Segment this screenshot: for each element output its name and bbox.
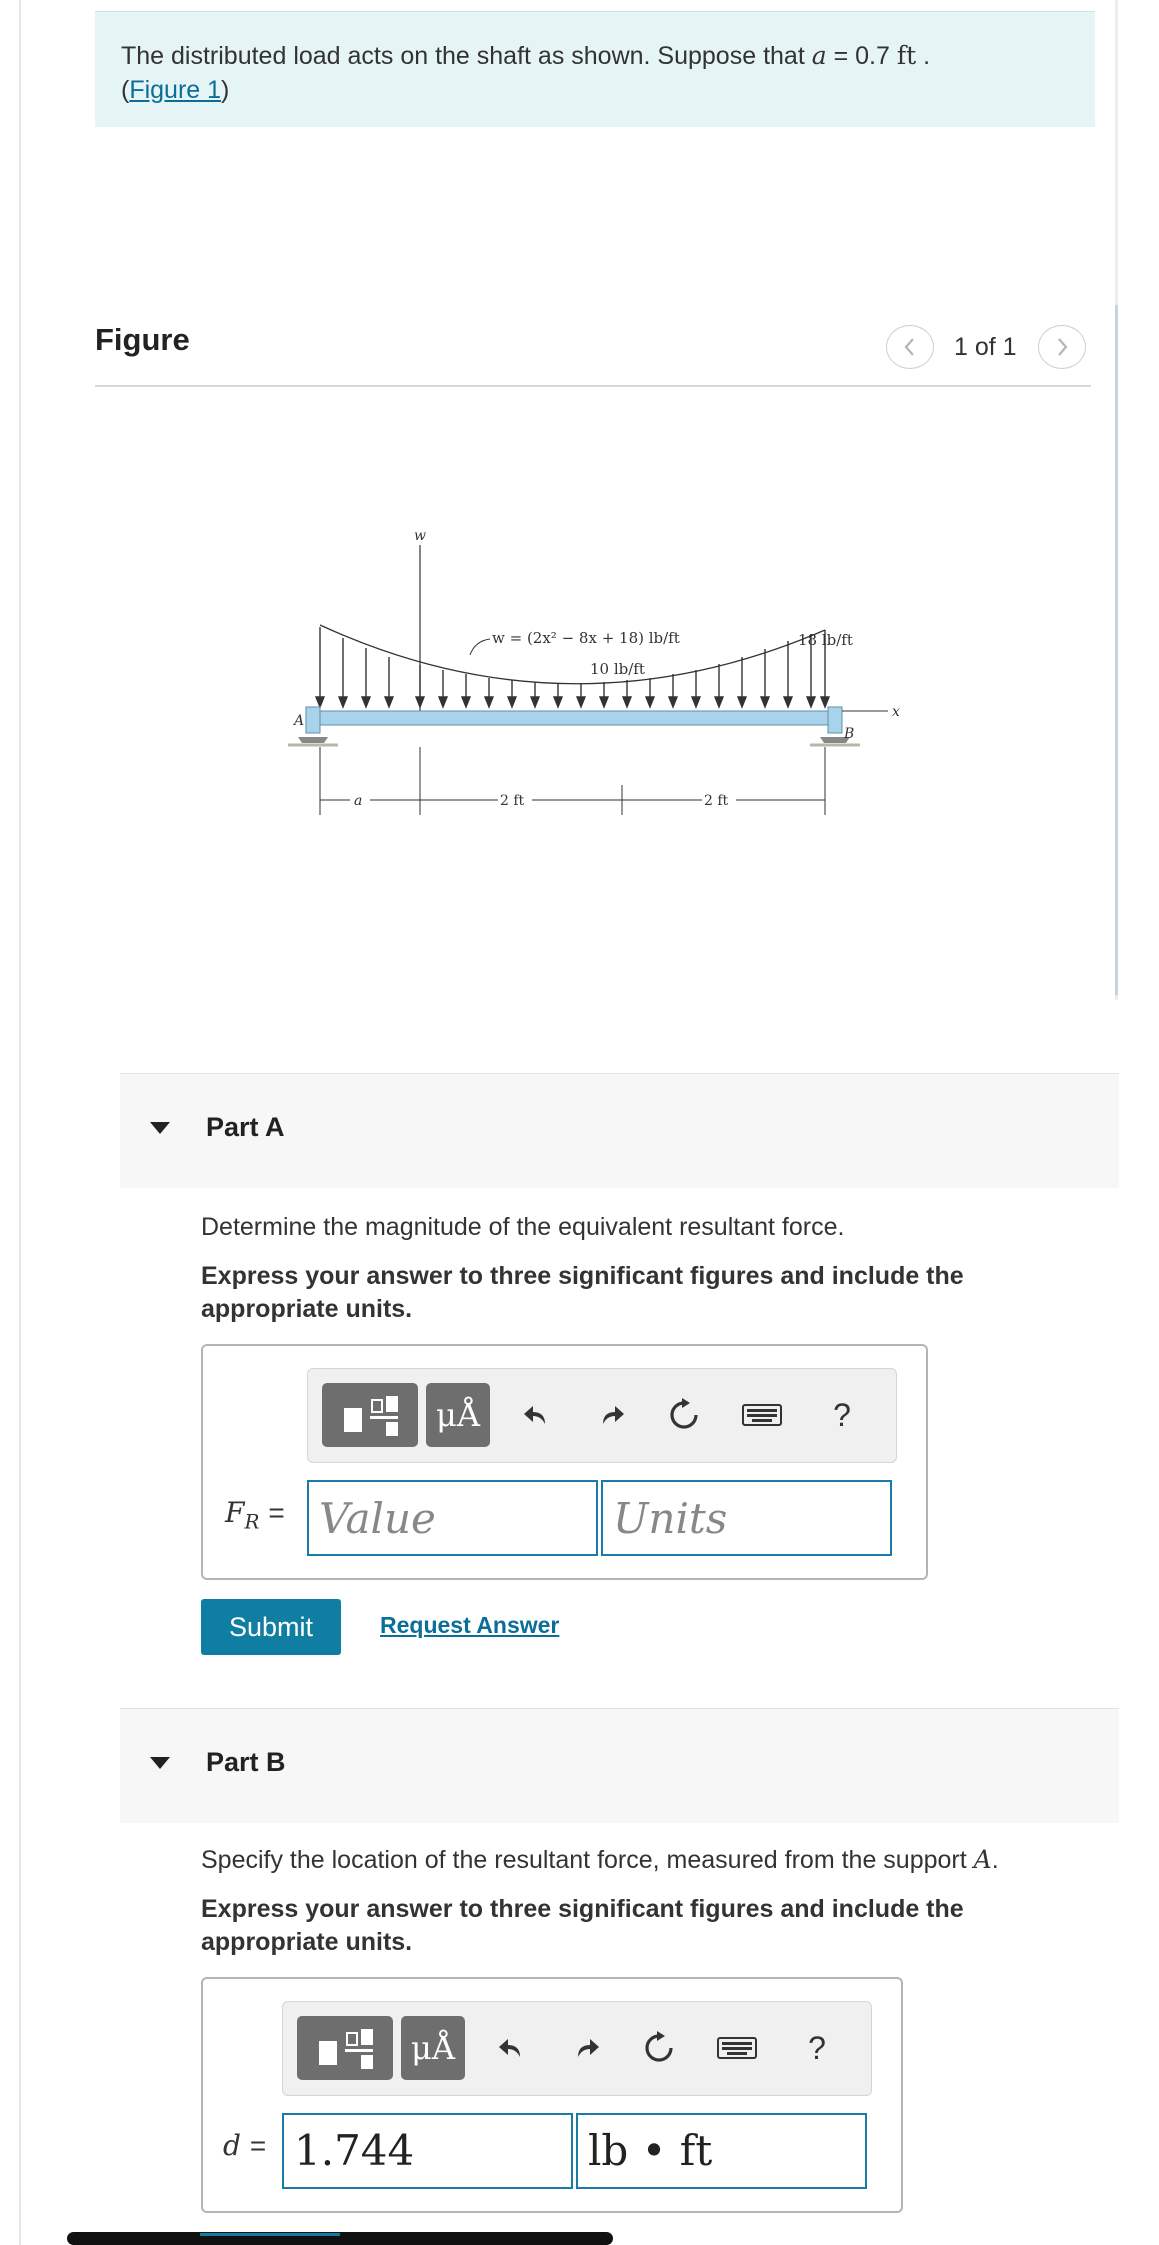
redo-button[interactable] <box>588 1383 636 1447</box>
fr-units-input[interactable] <box>601 1480 892 1556</box>
dimension-lines <box>320 747 825 815</box>
problem-text: The distributed load acts on the shaft as shown. Suppose that <box>121 42 805 70</box>
fr-subscript: R <box>244 1509 260 1534</box>
help-button[interactable]: ? <box>833 1396 851 1433</box>
figure-pager: 1 of 1 <box>954 333 1017 361</box>
keyboard-button[interactable] <box>713 2016 761 2080</box>
templates-icon <box>313 2025 377 2071</box>
collapse-caret-icon[interactable] <box>150 1122 170 1134</box>
part-b-prompt <box>201 1845 999 1875</box>
part-a-header[interactable] <box>120 1073 1119 1188</box>
collapse-caret-icon[interactable] <box>150 1757 170 1769</box>
d-equals: = <box>249 2130 267 2161</box>
bearing-a <box>306 707 320 733</box>
part-b-instruction: Express your answer to three significant figures and include the appropriate units. <box>201 1895 964 1956</box>
scrollbar-thumb[interactable] <box>1115 305 1118 995</box>
shaft <box>315 711 835 725</box>
templates-button[interactable] <box>297 2016 393 2080</box>
part-a-title: Part A <box>206 1112 285 1142</box>
load-equation: w = (2x² − 8x + 18) lb/ft <box>492 629 680 647</box>
dim-a-label: a <box>354 793 363 809</box>
figure-title: Figure <box>95 322 190 357</box>
part-b-prompt-end: . <box>991 1846 999 1874</box>
link-open-paren: ( <box>121 76 130 104</box>
fr-equals: = <box>268 1497 285 1528</box>
part-a-prompt: Determine the magnitude of the equivalent resultant force. <box>201 1213 845 1241</box>
reset-button[interactable] <box>660 1383 708 1447</box>
undo-icon <box>521 1400 551 1430</box>
reset-button[interactable] <box>635 2016 683 2080</box>
part-b-prompt-var: A <box>973 1845 992 1874</box>
chevron-right-icon <box>1052 336 1072 358</box>
submit-button[interactable]: Submit <box>201 1599 341 1655</box>
problem-statement <box>95 11 1095 127</box>
undo-button[interactable] <box>487 2016 535 2080</box>
next-submit-edge <box>200 2233 340 2236</box>
keyboard-icon <box>742 1402 782 1428</box>
fr-label <box>225 1496 285 1534</box>
request-answer-link[interactable]: Request Answer <box>380 1612 560 1638</box>
x-axis-label: x <box>892 704 900 720</box>
keyboard-button[interactable] <box>738 1383 786 1447</box>
d-label <box>223 2129 266 2162</box>
undo-button[interactable] <box>512 1383 560 1447</box>
variable-a: a <box>811 41 827 70</box>
templates-icon <box>338 1392 402 1438</box>
part-b-toolbar <box>282 2001 872 2096</box>
min-load-label: 10 lb/ft <box>590 660 645 678</box>
part-a-toolbar <box>307 1368 897 1463</box>
part-b-title: Part B <box>206 1747 286 1777</box>
bearing-b <box>828 707 842 733</box>
help-button[interactable]: ? <box>808 2029 826 2066</box>
redo-icon <box>597 1400 627 1430</box>
chevron-left-icon <box>900 336 920 358</box>
part-b-header[interactable] <box>120 1708 1119 1823</box>
part-a-answer-box <box>201 1344 928 1580</box>
d-units-input[interactable]: lb • ft <box>576 2113 867 2189</box>
dim-2ft-label-2: 2 ft <box>704 793 729 809</box>
bottom-scrollbar[interactable] <box>67 2232 613 2245</box>
d-main: d <box>223 2129 241 2162</box>
equation-leader <box>470 639 490 655</box>
a-unit: ft <box>896 41 917 70</box>
templates-button[interactable] <box>322 1383 418 1447</box>
part-b-prompt-text: Specify the location of the resultant force, measured from the support <box>201 1846 967 1874</box>
fr-value-input[interactable] <box>307 1480 598 1556</box>
d-value-input[interactable]: 1.744 <box>282 2113 573 2189</box>
beam-diagram <box>270 515 930 835</box>
w-axis-label: w <box>414 528 426 544</box>
undo-icon <box>496 2033 526 2063</box>
symbols-button[interactable]: μÅ <box>401 2016 465 2080</box>
prev-figure-button[interactable] <box>886 325 934 369</box>
part-a-instruction: Express your answer to three significant figures and include the appropriate units. <box>201 1262 964 1323</box>
figure-link[interactable]: Figure 1 <box>129 76 222 104</box>
support-a-base <box>298 737 328 743</box>
support-b-label: B <box>844 726 855 742</box>
next-figure-button[interactable] <box>1038 325 1086 369</box>
problem-period: . <box>923 42 931 70</box>
link-close-paren: ) <box>221 76 230 104</box>
page-left-border <box>19 0 21 2245</box>
figure-divider <box>95 385 1091 387</box>
part-b-answer-box <box>201 1977 903 2213</box>
redo-button[interactable] <box>563 2016 611 2080</box>
dim-2ft-label-1: 2 ft <box>500 793 525 809</box>
end-load-label: 18 lb/ft <box>798 631 853 649</box>
a-value: = 0.7 <box>833 42 890 70</box>
reset-icon <box>667 1398 701 1432</box>
fr-main: F <box>225 1496 245 1529</box>
redo-icon <box>572 2033 602 2063</box>
keyboard-icon <box>717 2035 757 2061</box>
reset-icon <box>642 2031 676 2065</box>
support-a-label: A <box>294 713 305 729</box>
symbols-button[interactable]: μÅ <box>426 1383 490 1447</box>
